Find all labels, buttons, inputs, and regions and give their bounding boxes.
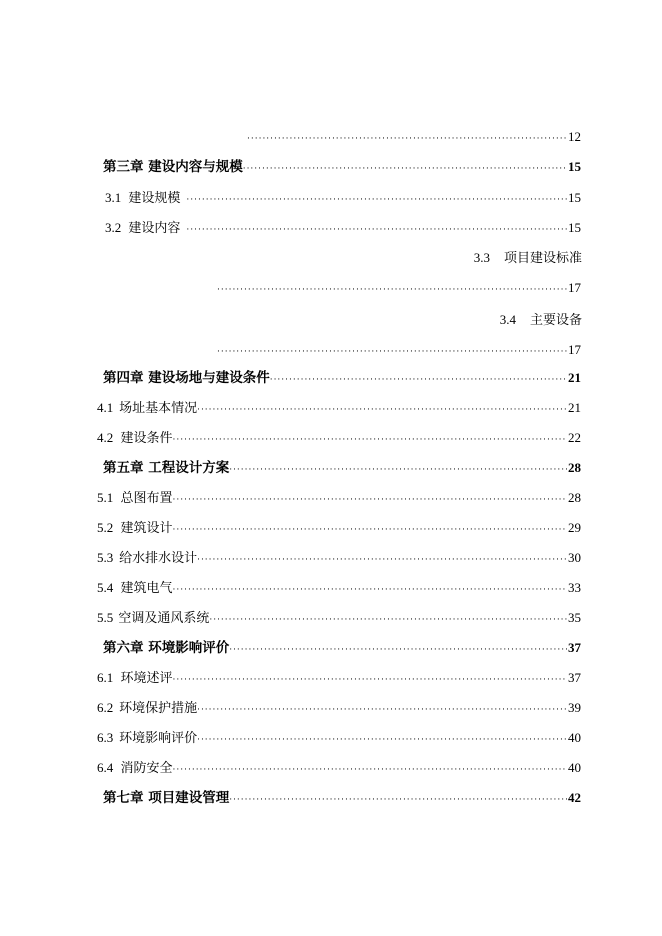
- section-number: 3.3: [473, 250, 490, 265]
- section-number: 3.1: [105, 190, 122, 205]
- dot-leader: [247, 129, 567, 149]
- section-number: 3.2: [105, 220, 122, 235]
- toc-section-5-2[interactable]: [97, 518, 581, 538]
- chapter-title: 第四章 建设场地与建设条件: [103, 370, 270, 386]
- section-number: 5.4: [97, 580, 114, 595]
- toc-section-5-3[interactable]: [97, 548, 581, 568]
- page-number: 35: [568, 610, 581, 625]
- toc-section-3-4-title[interactable]: [500, 310, 582, 330]
- chapter-title: 第三章 建设内容与规模: [103, 159, 243, 175]
- toc-section-4-2[interactable]: [97, 428, 581, 448]
- page-number: 40: [568, 760, 581, 775]
- section-title: 消防安全: [120, 761, 173, 776]
- dot-leader: [209, 610, 567, 630]
- section-number: 5.1: [97, 490, 114, 505]
- page-number: 30: [568, 550, 581, 565]
- toc-section-5-1[interactable]: [97, 488, 581, 508]
- dot-leader: [197, 400, 567, 420]
- section-number: 6.4: [97, 760, 114, 775]
- toc-section-6-1[interactable]: [97, 668, 581, 688]
- toc-section-5-5[interactable]: [97, 608, 581, 628]
- dot-leader: [173, 520, 567, 540]
- section-title: 建设条件: [120, 431, 173, 446]
- toc-chapter-4[interactable]: [103, 368, 581, 388]
- page-number: 39: [568, 700, 581, 715]
- toc-section-3-1[interactable]: [105, 188, 581, 208]
- dot-leader: [186, 190, 567, 210]
- section-title: 环境述评: [120, 671, 173, 686]
- dot-leader: [217, 280, 567, 300]
- page-number: 22: [568, 430, 581, 445]
- section-title: 空调及通风系统: [118, 611, 210, 626]
- chapter-title: 第七章 项目建设管理: [103, 790, 230, 806]
- section-title: 建设内容: [128, 221, 181, 236]
- section-number: 6.1: [97, 670, 114, 685]
- toc-section-6-2[interactable]: [97, 698, 581, 718]
- dot-leader: [217, 342, 567, 362]
- chapter-title: 第五章 工程设计方案: [103, 460, 230, 476]
- section-number: 4.1: [97, 400, 114, 415]
- page-number: 21: [568, 400, 581, 415]
- section-number: 6.2: [97, 700, 114, 715]
- section-title: 场址基本情况: [119, 401, 198, 416]
- page-number: 15: [568, 220, 581, 235]
- page-number: 12: [568, 129, 581, 144]
- dot-leader: [173, 580, 567, 600]
- dot-leader: [229, 640, 567, 660]
- toc-chapter-7[interactable]: [103, 788, 581, 808]
- page-number: 28: [568, 460, 581, 475]
- section-title: 项目建设标准: [503, 251, 582, 266]
- page-number: 17: [568, 280, 581, 295]
- page-number: 40: [568, 730, 581, 745]
- section-title: 主要设备: [529, 313, 582, 328]
- section-title: 建筑电气: [120, 581, 173, 596]
- toc-section-4-1[interactable]: [97, 398, 581, 418]
- dot-leader: [197, 700, 567, 720]
- section-number: 5.2: [97, 520, 114, 535]
- dot-leader: [229, 790, 567, 810]
- dot-leader: [173, 670, 567, 690]
- page-number: 42: [568, 790, 581, 805]
- page-number: 37: [568, 670, 581, 685]
- toc-section-3-2[interactable]: [105, 218, 581, 238]
- section-title: 给水排水设计: [119, 551, 198, 566]
- toc-section-3-4-leader[interactable]: [217, 340, 581, 360]
- toc-chapter-3[interactable]: [103, 157, 581, 177]
- dot-leader: [197, 730, 567, 750]
- dot-leader: [229, 460, 567, 480]
- dot-leader: [173, 760, 567, 780]
- dot-leader: [270, 370, 567, 390]
- page-number: 37: [568, 640, 581, 655]
- section-number: 5.5: [97, 610, 114, 625]
- chapter-title: 第六章 环境影响评价: [103, 640, 230, 656]
- section-title: 总图布置: [120, 491, 173, 506]
- page-number: 33: [568, 580, 581, 595]
- dot-leader: [243, 159, 567, 179]
- dot-leader: [173, 430, 567, 450]
- toc-entry-continuation[interactable]: [247, 127, 581, 147]
- toc-section-5-4[interactable]: [97, 578, 581, 598]
- page-number: 28: [568, 490, 581, 505]
- page-number: 17: [568, 342, 581, 357]
- toc-section-6-3[interactable]: [97, 728, 581, 748]
- section-number: 3.4: [499, 312, 516, 327]
- section-number: 6.3: [97, 730, 114, 745]
- page-number: 15: [568, 159, 581, 174]
- toc-section-3-3-title[interactable]: [474, 248, 582, 268]
- section-number: 4.2: [97, 430, 114, 445]
- section-title: 建筑设计: [120, 521, 173, 536]
- toc-section-3-3-leader[interactable]: [217, 278, 581, 298]
- dot-leader: [173, 490, 567, 510]
- section-number: 5.3: [97, 550, 114, 565]
- section-title: 环境保护措施: [119, 701, 198, 716]
- page-number: 21: [568, 370, 581, 385]
- toc-chapter-6[interactable]: [103, 638, 581, 658]
- section-title: 环境影响评价: [119, 731, 198, 746]
- page-number: 15: [568, 190, 581, 205]
- toc-section-6-4[interactable]: [97, 758, 581, 778]
- section-title: 建设规模: [128, 191, 181, 206]
- dot-leader: [197, 550, 567, 570]
- page-number: 29: [568, 520, 581, 535]
- dot-leader: [186, 220, 567, 240]
- toc-chapter-5[interactable]: [103, 458, 581, 478]
